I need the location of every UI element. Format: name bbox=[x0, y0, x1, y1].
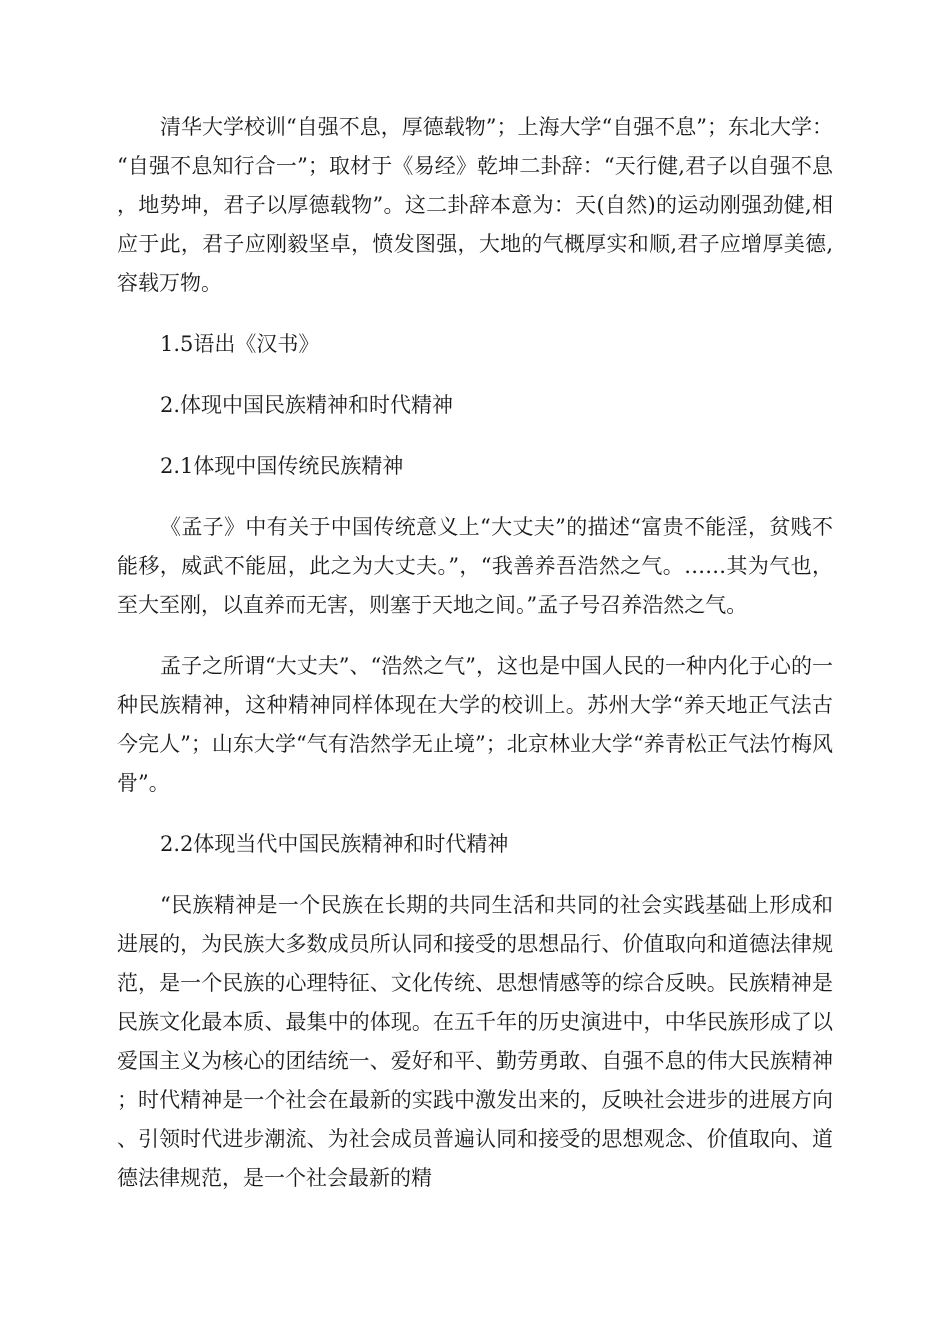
section-heading-2: 2.体现中国民族精神和时代精神 bbox=[160, 393, 454, 417]
section-heading-1-5: 1.5语出《汉书》 bbox=[160, 332, 320, 356]
paragraph-school-mottos-yijing: 清华大学校训“自强不息，厚德载物”；上海大学“自强不息”；东北大学：“自强不息知行合一”；取材于《易经》乾坤二卦辞：“天行健,君子以自强不息，地势坤，君子以厚德载物”。这二卦辞本意为：天(自然)的运动刚强劲健,相应于此，君子应刚毅坚卓，愤发图强，大地的气概厚实和顺,君子应增厚美德,容载万物。 bbox=[117, 115, 833, 295]
document-body bbox=[117, 108, 833, 1198]
section-heading-2-2: 2.2体现当代中国民族精神和时代精神 bbox=[160, 832, 509, 856]
paragraph-national-spirit-definition: “民族精神是一个民族在长期的共同生活和共同的社会实践基础上形成和进展的，为民族大多数成员所认同和接受的思想品行、价值取向和道德法律规范，是一个民族的心理特征、文化传统、思想情感等的综合反映。民族精神是民族文化最本质、最集中的体现。在五千年的历史演进中，中华民族形成了以爱国主义为核心的团结统一、爱好和平、勤劳勇敢、自强不息的伟大民族精神；时代精神是一个社会在最新的实践中激发出来的，反映社会进步的进展方向、引领时代进步潮流、为社会成员普遍认同和接受的思想观念、价值取向、道德法律规范，是一个社会最新的精 bbox=[117, 893, 833, 1190]
paragraph-mencius-spirit-mottos: 孟子之所谓“大丈夫”、“浩然之气”，这也是中国人民的一种内化于心的一种民族精神，这种精神同样体现在大学的校训上。苏州大学“养天地正气法古今完人”；山东大学“气有浩然学无止境”；北京林业大学“养青松正气法竹梅风骨”。 bbox=[117, 654, 833, 795]
paragraph-mencius-quote: 《孟子》中有关于中国传统意义上“大丈夫”的描述“富贵不能淫，贫贱不能移，威武不能屈，此之为大丈夫。”，“我善养吾浩然之气。……其为气也，至大至刚，以直养而无害，则塞于天地之间。”孟子号召养浩然之气。 bbox=[117, 515, 833, 617]
section-heading-2-1: 2.1体现中国传统民族精神 bbox=[160, 454, 404, 478]
